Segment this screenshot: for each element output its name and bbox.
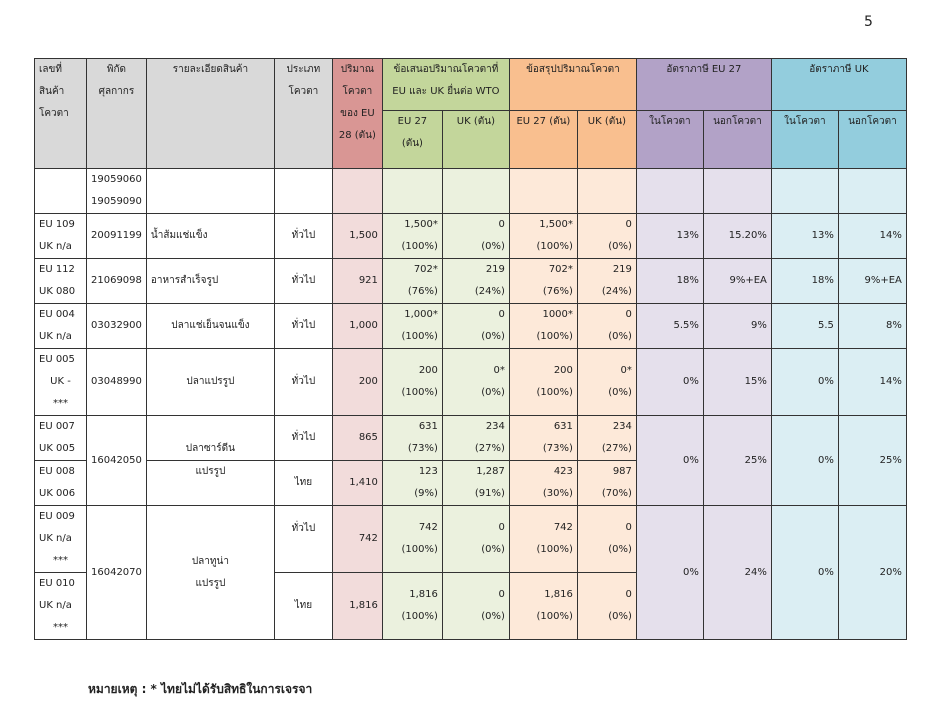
quota-id-line: UK n/a — [39, 533, 72, 544]
cell-uk-out: 14% — [838, 349, 906, 416]
value: 1,816 — [409, 589, 438, 600]
table-row — [35, 214, 907, 259]
quota-id-line: EU 009 — [39, 511, 75, 522]
percent: (70%) — [601, 488, 632, 499]
cell-sum-uk — [577, 259, 636, 304]
cell-quota-type — [274, 169, 332, 214]
cell-sum-uk — [577, 349, 636, 416]
subheader-uk-in-quota: ในโควตา — [771, 111, 838, 169]
percent: (9%) — [414, 488, 438, 499]
cell-uk-out: 14% — [838, 214, 906, 259]
cell-sum-eu — [509, 416, 577, 461]
quota-id-line: UK n/a — [39, 241, 72, 252]
cell-wto-eu — [382, 506, 442, 573]
cell-sum-uk — [577, 416, 636, 461]
value: 0 — [498, 219, 505, 230]
value: 631 — [418, 421, 438, 432]
cell-wto-uk — [442, 506, 509, 573]
subheader-uk-out-quota: นอกโควตา — [838, 111, 906, 169]
cell-description: น้ำส้มแช่แข็ง — [146, 214, 274, 259]
value: 1,287 — [476, 466, 505, 477]
cell-eu28: 200 — [332, 349, 382, 416]
percent: (100%) — [536, 611, 573, 622]
value: 123 — [418, 466, 438, 477]
cell-eu-out: 9%+EA — [703, 259, 771, 304]
table-row — [35, 259, 907, 304]
cell-quota-type: ทั่วไป — [274, 304, 332, 349]
percent: (100%) — [401, 611, 438, 622]
value: 1,500* — [404, 219, 438, 230]
cell-quota-type: ทั่วไป — [274, 214, 332, 259]
cell-eu-out: 24% — [703, 506, 771, 640]
quota-table — [34, 58, 907, 640]
cell-uk-in: 0% — [771, 506, 838, 640]
subheader-sum-eu27: EU 27 (ตัน) — [509, 111, 577, 169]
cell-description — [146, 416, 274, 461]
cell-description: ปลาแปรรูป — [146, 349, 274, 416]
percent: (100%) — [401, 241, 438, 252]
cell-quota-id — [35, 304, 87, 349]
percent: (0%) — [481, 611, 505, 622]
cell-description: ปลาแช่เย็นจนแข็ง — [146, 304, 274, 349]
quota-id-line: UK 005 — [39, 443, 76, 454]
percent: (30%) — [542, 488, 573, 499]
quota-id-line: EU 005 — [39, 354, 75, 365]
cell-sum-eu — [509, 214, 577, 259]
value: 423 — [553, 466, 573, 477]
value: 0 — [625, 589, 632, 600]
percent: (0%) — [481, 241, 505, 252]
header-tariff-code: พิกัด ศุลกากร — [87, 59, 147, 169]
cell-wto-eu — [382, 349, 442, 416]
cell-tariff-code: 03048990 — [87, 349, 147, 416]
value: 1,000* — [404, 309, 438, 320]
cell-quota-id — [35, 573, 87, 640]
cell-eu28 — [332, 169, 382, 214]
cell-uk-out: 9%+EA — [838, 259, 906, 304]
quota-id-line: UK - — [50, 376, 71, 387]
footnote: หมายเหตุ : * ไทยไม่ได้รับสิทธิในการเจรจา — [88, 682, 313, 696]
percent: (0%) — [608, 331, 632, 342]
description-line: ปลาซาร์ดีน — [185, 443, 235, 454]
value: 742 — [553, 522, 573, 533]
tariff-code-line: 19059060 — [91, 174, 142, 185]
cell-sum-eu — [509, 573, 577, 640]
cell-wto-eu — [382, 169, 442, 214]
cell-tariff-code — [87, 169, 147, 214]
cell-uk-in: 0% — [771, 349, 838, 416]
value: 702* — [548, 264, 573, 275]
percent: (100%) — [401, 387, 438, 398]
cell-eu28: 742 — [332, 506, 382, 573]
cell-wto-uk — [442, 416, 509, 461]
value: 234 — [485, 421, 505, 432]
percent: (27%) — [474, 443, 505, 454]
percent: (73%) — [407, 443, 438, 454]
percent: (100%) — [536, 331, 573, 342]
cell-uk-in — [771, 169, 838, 214]
cell-tariff-code: 21069098 — [87, 259, 147, 304]
table-row — [35, 304, 907, 349]
description-line: แปรรูป — [195, 577, 226, 589]
percent: (0%) — [608, 387, 632, 398]
table-header-row — [35, 59, 907, 111]
value: 0* — [620, 365, 632, 376]
percent: (0%) — [608, 611, 632, 622]
cell-wto-eu — [382, 461, 442, 506]
percent: (0%) — [481, 331, 505, 342]
percent: (76%) — [407, 286, 438, 297]
cell-wto-uk — [442, 214, 509, 259]
cell-description — [146, 506, 274, 640]
cell-quota-id — [35, 506, 87, 573]
value: 631 — [553, 421, 573, 432]
header-quota-type: ประเภท โควตา — [274, 59, 332, 169]
cell-sum-eu — [509, 461, 577, 506]
table-row — [35, 349, 907, 416]
cell-quota-type: ทั่วไป — [274, 416, 332, 461]
percent: (0%) — [481, 387, 505, 398]
cell-sum-uk — [577, 214, 636, 259]
cell-eu-out: 15.20% — [703, 214, 771, 259]
percent: (73%) — [542, 443, 573, 454]
cell-eu-in: 18% — [636, 259, 703, 304]
value: 0 — [625, 522, 632, 533]
percent: (100%) — [401, 544, 438, 555]
value: 0 — [498, 309, 505, 320]
value: 200 — [553, 365, 573, 376]
cell-tariff-code: 20091199 — [87, 214, 147, 259]
header-summary: ข้อสรุปปริมาณโควตา — [509, 59, 636, 111]
cell-wto-uk — [442, 304, 509, 349]
cell-quota-id — [35, 169, 87, 214]
subheader-eu-out-quota: นอกโควตา — [703, 111, 771, 169]
value: 1000* — [542, 309, 573, 320]
cell-eu-in: 0% — [636, 349, 703, 416]
percent: (100%) — [536, 544, 573, 555]
quota-id-line: UK 080 — [39, 286, 76, 297]
cell-quota-type: ไทย — [274, 573, 332, 640]
cell-sum-eu — [509, 506, 577, 573]
quota-id-line: UK n/a — [39, 331, 72, 342]
table-row — [35, 416, 907, 461]
cell-sum-eu — [509, 304, 577, 349]
cell-eu28: 1,500 — [332, 214, 382, 259]
cell-eu-in: 0% — [636, 506, 703, 640]
percent: (100%) — [401, 331, 438, 342]
cell-sum-uk — [577, 304, 636, 349]
cell-quota-type: ทั่วไป — [274, 506, 332, 573]
subheader-eu-in-quota: ในโควตา — [636, 111, 703, 169]
cell-quota-type: ทั่วไป — [274, 259, 332, 304]
cell-description: อาหารสำเร็จรูป — [146, 259, 274, 304]
value: 219 — [612, 264, 632, 275]
cell-uk-in: 0% — [771, 416, 838, 506]
cell-quota-id — [35, 349, 87, 416]
cell-wto-uk — [442, 169, 509, 214]
tariff-code-line: 19059090 — [91, 196, 142, 207]
cell-uk-out — [838, 169, 906, 214]
value: 0 — [625, 309, 632, 320]
cell-uk-out: 25% — [838, 416, 906, 506]
cell-quota-type: ทั่วไป — [274, 349, 332, 416]
value: 219 — [485, 264, 505, 275]
cell-wto-uk — [442, 259, 509, 304]
cell-tariff-code: 16042070 — [87, 506, 147, 640]
percent: (24%) — [601, 286, 632, 297]
header-wto-offer: ข้อเสนอปริมาณโควตาที่ EU และ UK ยื่นต่อ WTO — [382, 59, 509, 111]
cell-quota-id — [35, 461, 87, 506]
value: 0* — [493, 365, 505, 376]
cell-eu-out — [703, 169, 771, 214]
header-uk-rate: อัตราภาษี UK — [771, 59, 906, 111]
cell-uk-in: 5.5 — [771, 304, 838, 349]
cell-wto-eu — [382, 304, 442, 349]
value: 0 — [498, 522, 505, 533]
value: 987 — [612, 466, 632, 477]
value: 1,816 — [544, 589, 573, 600]
cell-eu28: 865 — [332, 416, 382, 461]
quota-id-line: *** — [53, 398, 68, 409]
quota-id-line: *** — [53, 622, 68, 633]
quota-id-line: EU 109 — [39, 219, 75, 230]
percent: (24%) — [474, 286, 505, 297]
cell-wto-uk — [442, 349, 509, 416]
percent: (100%) — [536, 387, 573, 398]
percent: (91%) — [474, 488, 505, 499]
cell-sum-eu — [509, 349, 577, 416]
value: 742 — [418, 522, 438, 533]
cell-uk-in: 13% — [771, 214, 838, 259]
cell-eu-in: 5.5% — [636, 304, 703, 349]
cell-sum-uk — [577, 169, 636, 214]
cell-eu28: 921 — [332, 259, 382, 304]
subheader-wto-uk: UK (ตัน) — [442, 111, 509, 169]
quota-id-line: EU 112 — [39, 264, 75, 275]
quota-id-line: EU 010 — [39, 578, 75, 589]
percent: (0%) — [608, 544, 632, 555]
quota-id-line: EU 007 — [39, 421, 75, 432]
subheader-sum-uk: UK (ตัน) — [577, 111, 636, 169]
cell-sum-eu — [509, 169, 577, 214]
cell-eu-in: 13% — [636, 214, 703, 259]
header-eu28-volume: ปริมาณ โควตา ของ EU 28 (ตัน) — [332, 59, 382, 169]
value: 1,500* — [539, 219, 573, 230]
cell-eu-in — [636, 169, 703, 214]
cell-description — [146, 461, 274, 506]
cell-tariff-code: 16042050 — [87, 416, 147, 506]
table-row — [35, 169, 907, 214]
cell-tariff-code: 03032900 — [87, 304, 147, 349]
cell-wto-eu — [382, 573, 442, 640]
percent: (27%) — [601, 443, 632, 454]
subheader-wto-eu27: EU 27 (ตัน) — [382, 111, 442, 169]
quota-id-line: EU 008 — [39, 466, 75, 477]
value: 702* — [413, 264, 438, 275]
table-row — [35, 506, 907, 573]
cell-wto-uk — [442, 573, 509, 640]
cell-sum-uk — [577, 461, 636, 506]
cell-eu28: 1,816 — [332, 573, 382, 640]
header-quota-id: เลขที่ สินค้า โควตา — [35, 59, 87, 169]
value: 234 — [612, 421, 632, 432]
description-line: ปลาทูน่า — [191, 555, 229, 567]
percent: (76%) — [542, 286, 573, 297]
cell-uk-out: 8% — [838, 304, 906, 349]
cell-quota-id — [35, 416, 87, 461]
cell-eu-out: 9% — [703, 304, 771, 349]
value: 0 — [625, 219, 632, 230]
cell-description — [146, 169, 274, 214]
quota-id-line: *** — [53, 555, 68, 566]
cell-wto-eu — [382, 259, 442, 304]
cell-wto-eu — [382, 416, 442, 461]
cell-sum-uk — [577, 506, 636, 573]
cell-uk-in: 18% — [771, 259, 838, 304]
value: 0 — [498, 589, 505, 600]
cell-quota-id — [35, 214, 87, 259]
quota-id-line: UK n/a — [39, 600, 72, 611]
cell-sum-uk — [577, 573, 636, 640]
description-line: แปรรูป — [195, 466, 226, 477]
percent: (0%) — [481, 544, 505, 555]
percent: (0%) — [608, 241, 632, 252]
cell-sum-eu — [509, 259, 577, 304]
cell-quota-id — [35, 259, 87, 304]
page-number: 5 — [864, 14, 873, 30]
quota-id-line: UK 006 — [39, 488, 76, 499]
cell-eu-in: 0% — [636, 416, 703, 506]
cell-wto-eu — [382, 214, 442, 259]
cell-eu28: 1,410 — [332, 461, 382, 506]
quota-id-line: EU 004 — [39, 309, 75, 320]
cell-eu-out: 25% — [703, 416, 771, 506]
cell-uk-out: 20% — [838, 506, 906, 640]
header-description: รายละเอียดสินค้า — [146, 59, 274, 169]
cell-wto-uk — [442, 461, 509, 506]
value: 200 — [418, 365, 438, 376]
header-eu27-rate: อัตราภาษี EU 27 — [636, 59, 771, 111]
cell-eu28: 1,000 — [332, 304, 382, 349]
cell-quota-type: ไทย — [274, 461, 332, 506]
percent: (100%) — [536, 241, 573, 252]
cell-eu-out: 15% — [703, 349, 771, 416]
